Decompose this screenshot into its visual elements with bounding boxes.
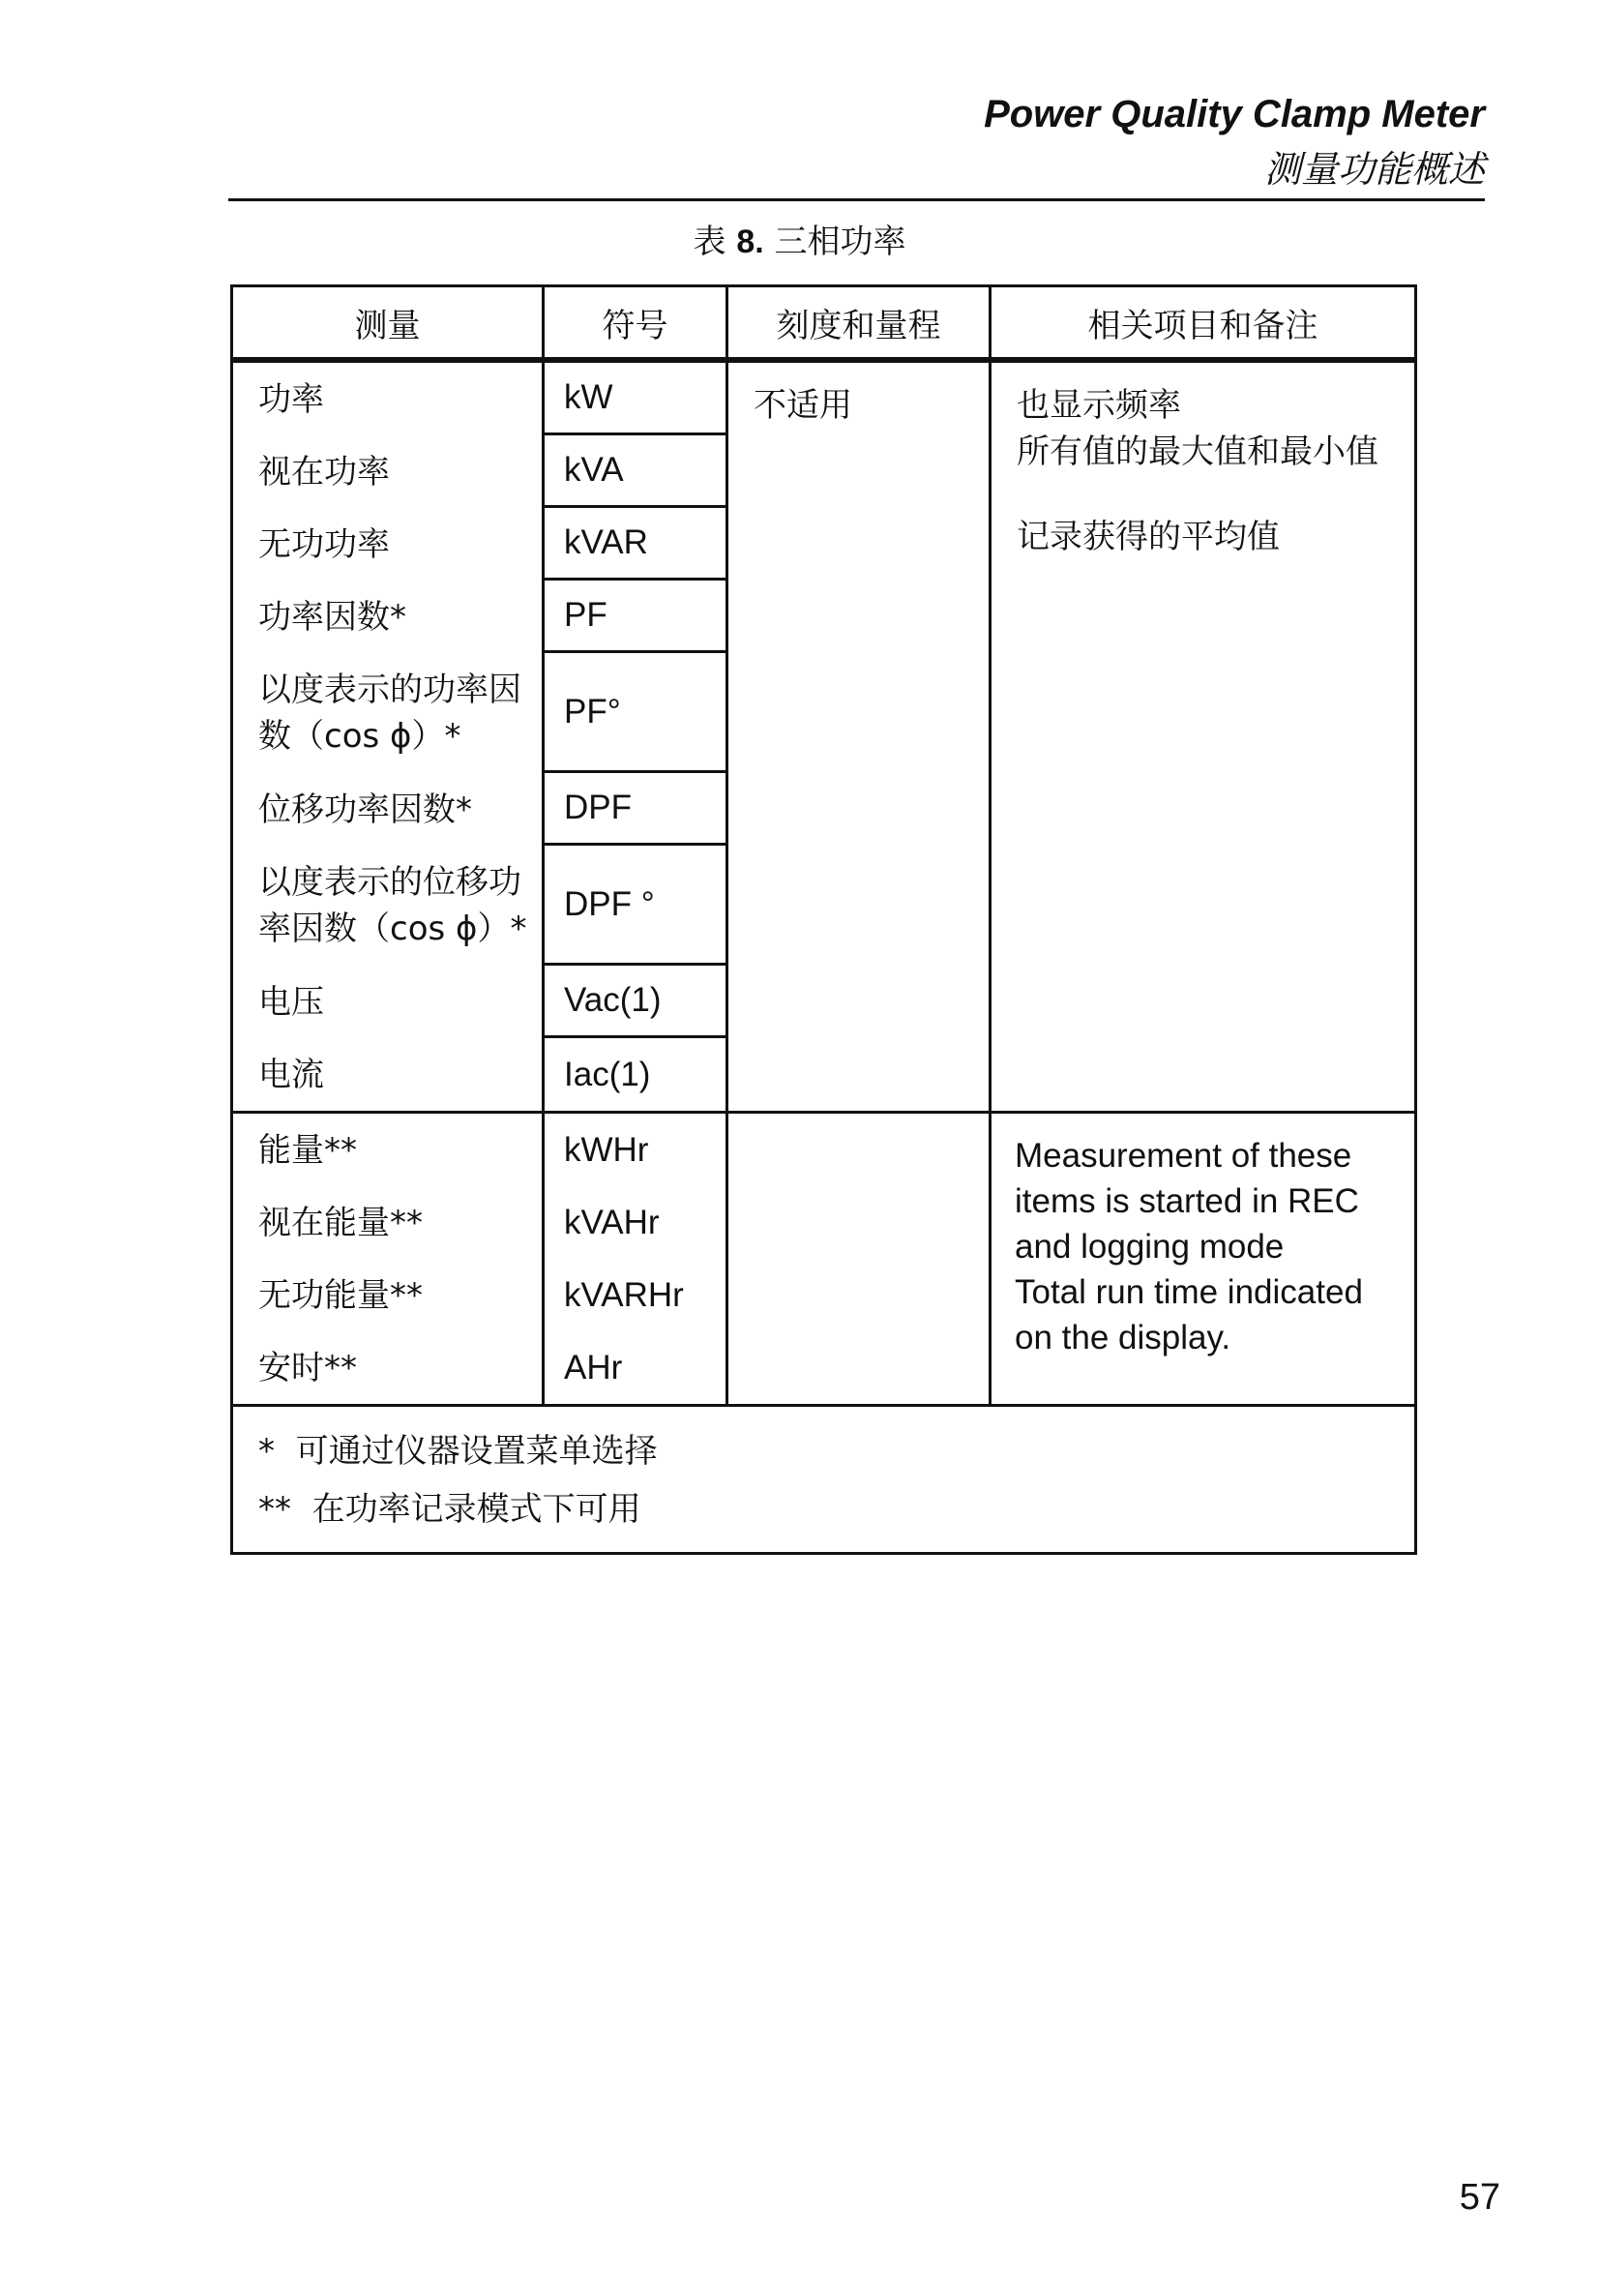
note-line: on the display.	[1015, 1319, 1231, 1357]
scale-value: 不适用	[754, 386, 852, 425]
note-line: 记录获得的平均值	[1017, 518, 1280, 556]
scale-cell-group-1	[727, 360, 991, 1113]
caption-number: 8.	[736, 224, 764, 260]
table-row-group-1	[232, 360, 1416, 1113]
column-header-measurement: 测量	[232, 286, 544, 361]
symbol-item: DPF °	[545, 846, 725, 966]
symbol-item: DPF	[545, 773, 725, 846]
measurement-item: 无功能量**	[258, 1275, 423, 1315]
measurement-item: 能量**	[258, 1130, 357, 1170]
symbol-item: kVAHr	[564, 1203, 660, 1241]
symbol-item: kVA	[545, 435, 725, 508]
note-line: items is started in REC	[1015, 1182, 1359, 1220]
measurement-line: 以度表示的功率因	[258, 671, 521, 709]
column-header-notes: 相关项目和备注	[991, 286, 1416, 361]
measurement-item: 功率因数*	[258, 597, 406, 637]
table-footnote-row	[232, 1406, 1416, 1554]
measurement-cell-group-2	[232, 1113, 544, 1406]
note-line: Total run time indicated	[1015, 1273, 1363, 1311]
symbol-item: PF°	[545, 653, 725, 773]
note-line: 也显示频率	[1017, 386, 1181, 425]
table-caption	[0, 215, 1599, 262]
measurement-line: 数（cos ϕ）*	[258, 717, 461, 756]
note-line: Measurement of these	[1015, 1137, 1352, 1175]
measurement-line: 以度表示的位移功	[258, 863, 521, 902]
measurement-item	[233, 653, 542, 773]
symbol-item: kW	[545, 363, 725, 435]
symbol-item: Iac(1)	[564, 1055, 651, 1093]
footnote: ** 在功率记录模式下可用	[258, 1490, 641, 1529]
symbol-cell-group-2	[544, 1113, 727, 1406]
header-rule	[228, 198, 1485, 201]
note-line: and logging mode	[1015, 1228, 1285, 1266]
caption-text: 三相功率	[763, 223, 906, 261]
measurement-item: 视在功率	[258, 452, 390, 492]
header-subtitle: 测量功能概述	[1263, 148, 1485, 191]
measurement-item: 安时**	[258, 1348, 357, 1387]
symbol-item: kWHr	[564, 1130, 649, 1169]
measurement-line: 率因数（cos ϕ）*	[258, 909, 527, 948]
symbol-item: AHr	[564, 1348, 623, 1387]
column-header-scale: 刻度和量程	[727, 286, 991, 361]
measurement-item: 电流	[258, 1055, 324, 1094]
notes-cell-group-1	[991, 360, 1416, 1113]
column-header-symbol: 符号	[544, 286, 727, 361]
measurement-item: 位移功率因数*	[258, 790, 472, 829]
measurement-item: 功率	[258, 379, 324, 419]
symbol-item: PF	[545, 581, 725, 653]
header-title: Power Quality Clamp Meter	[984, 93, 1485, 135]
symbol-item: kVAR	[545, 508, 725, 581]
measurement-item: 电压	[258, 982, 324, 1022]
measurement-item	[233, 846, 542, 966]
three-phase-power-table	[230, 284, 1417, 1555]
symbol-item: Vac(1)	[545, 966, 725, 1038]
table-row-group-2	[232, 1113, 1416, 1406]
scale-value	[728, 1114, 989, 1133]
scale-cell-group-2	[727, 1113, 991, 1406]
notes-cell-group-2	[991, 1113, 1416, 1406]
measurement-item: 视在能量**	[258, 1203, 423, 1242]
footnote-cell	[232, 1406, 1416, 1554]
symbol-item: kVARHr	[564, 1275, 684, 1314]
page-number: 57	[1459, 2177, 1500, 2218]
caption-prefix: 表	[693, 223, 737, 261]
symbol-cell-group-1	[544, 360, 727, 1113]
table-header-row	[232, 286, 1416, 361]
note-line: 所有值的最大值和最小值	[1017, 432, 1378, 471]
measurement-cell-group-1	[232, 360, 544, 1113]
measurement-item: 无功功率	[258, 524, 390, 564]
footnote: * 可通过仪器设置菜单选择	[258, 1432, 658, 1471]
